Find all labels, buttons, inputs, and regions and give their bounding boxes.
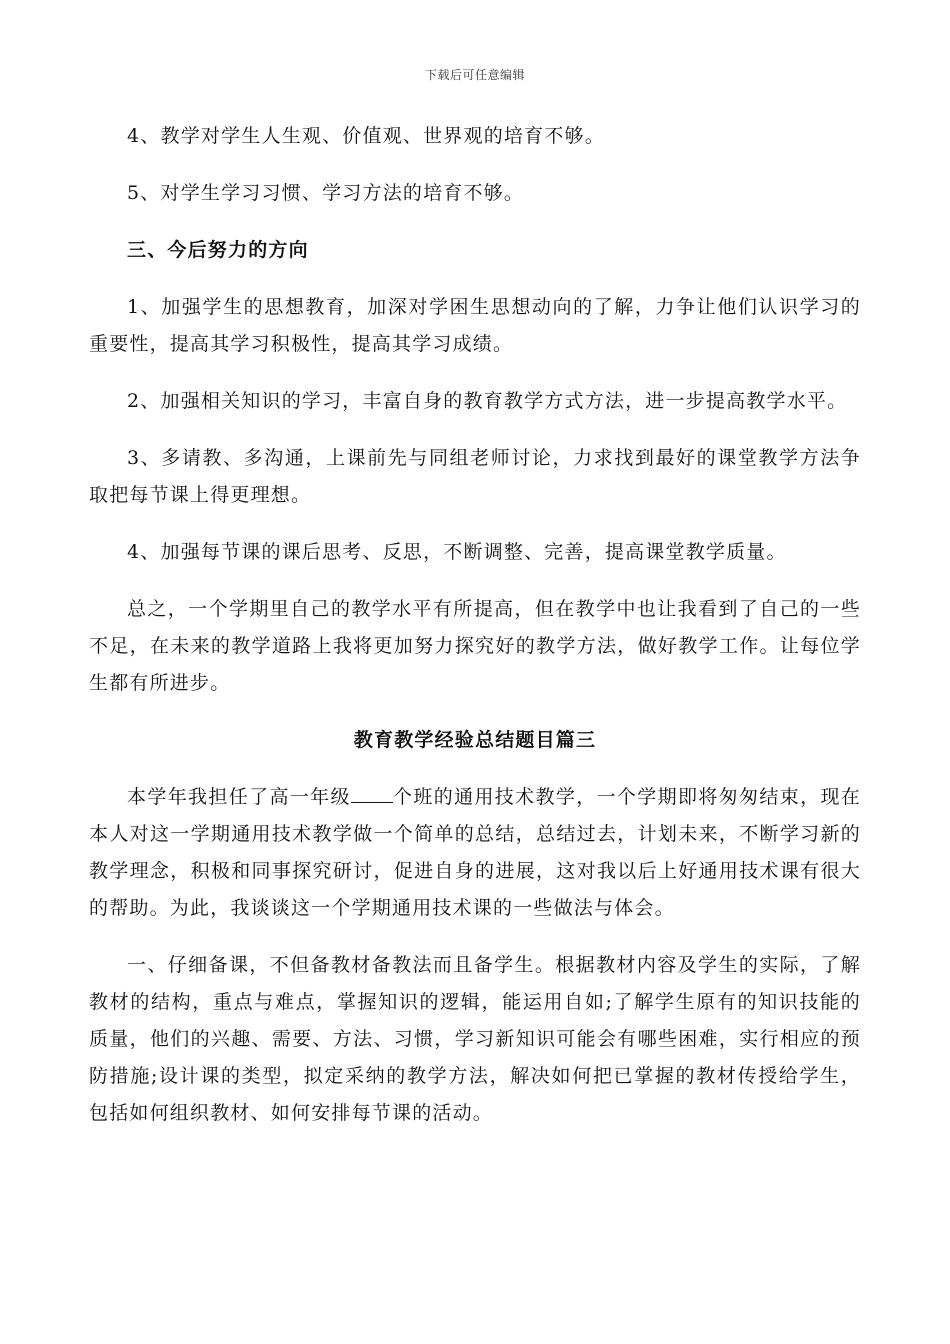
direction-item-2: 2、加强相关知识的学习，丰富自身的教育教学方式方法，进一步提高教学水平。 xyxy=(127,390,848,412)
direction-item-4: 4、加强每节课的课后思考、反思，不断调整、完善，提高课堂教学质量。 xyxy=(127,541,787,563)
intro-text-end: 个班的通用技术教学，一个学期即将匆匆结束，现在本人对这一学期通用技术教学做一个简单的总结，总结过去，计划未来，不断学习新的教学理念，积极和同事探究研讨，促进自身的进展，这对我以后上好通用技术课有很大的帮助。为此，我谈谈这一个学期通用技术课的一些做法与体会。 xyxy=(89,786,862,919)
direction-item-3: 3、多请教、多沟通，上课前先与同组老师讨论，力求找到最好的课堂教学方法争取把每节课上得更理想。 xyxy=(89,447,861,506)
section-heading: 三、今后努力的方向 xyxy=(127,239,309,261)
article-title: 教育教学经验总结题目篇三 xyxy=(353,729,597,751)
point-1-paragraph: 一、仔细备课，不但备教材备教法而且备学生。根据教材内容及学生的实际，了解教材的结构，重点与难点，掌握知识的逻辑，能运用自如;了解学生原有的知识技能的质量，他们的兴趣、需要、方法、习惯，学习新知识可能会有哪些困难，实行相应的预防措施;设计课的类型，拟定采纳的教学方法，解决如何把已掌握的教材传授给学生，包括如何组织教材、如何安排每节课的活动。 xyxy=(89,954,861,1124)
summary-paragraph: 总之，一个学期里自己的教学水平有所提高，但在教学中也让我看到了自己的一些不足，在未来的教学道路上我将更加努力探究好的教学方法，做好教学工作。让每位学生都有所进步。 xyxy=(89,598,861,694)
intro-paragraph xyxy=(89,779,861,927)
fill-in-blank xyxy=(351,784,393,803)
document-body xyxy=(89,118,861,1132)
problem-item-5: 5、对学生学习习惯、学习方法的培育不够。 xyxy=(127,182,525,204)
problem-item-4: 4、教学对学生人生观、价值观、世界观的培育不够。 xyxy=(127,125,605,147)
intro-text-start: 本学年我担任了高一年级 xyxy=(127,786,351,808)
page-header: 下载后可任意编辑 xyxy=(424,68,525,82)
direction-item-1: 1、加强学生的思想教育，加深对学困生思想动向的了解，力争让他们认识学习的重要性，提高其学习积极性，提高其学习成绩。 xyxy=(89,296,861,355)
